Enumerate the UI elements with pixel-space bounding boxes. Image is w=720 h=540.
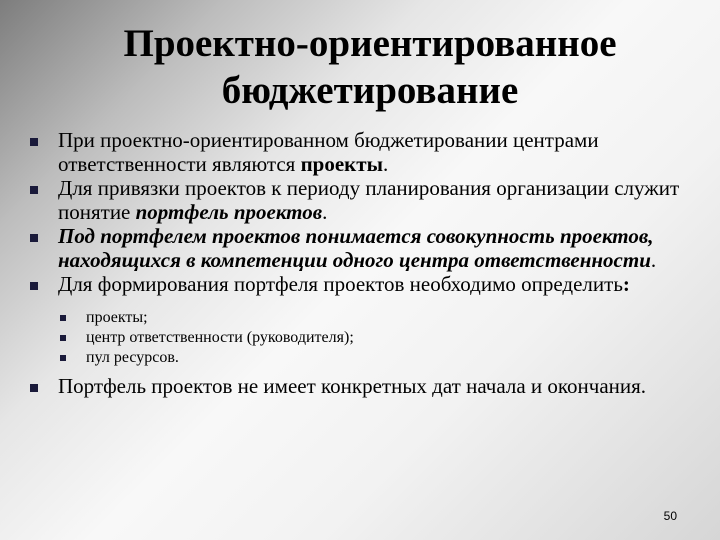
bullet-item-1: При проектно-ориентированном бюджетировании центрами ответственности являются проекты. (30, 128, 702, 176)
square-bullet-icon (30, 384, 38, 392)
square-bullet-icon (30, 234, 38, 242)
bullet-item-3: Под портфелем проектов понимается совокупность проектов, находящихся в компетенции одного центра ответственности. (30, 224, 702, 272)
square-bullet-icon (30, 186, 38, 194)
square-bullet-icon (60, 335, 66, 341)
sub-bullet-list (30, 308, 702, 368)
title-line-1: Проектно-ориентированное (123, 22, 617, 65)
sub-bullet-item-3: пул ресурсов. (30, 348, 702, 368)
square-bullet-icon (30, 282, 38, 290)
bullet-item-4: Для формирования портфеля проектов необходимо определить: (30, 272, 702, 296)
bullet-list (30, 128, 702, 398)
bullet-item-5: Портфель проектов не имеет конкретных дат начала и окончания. (30, 374, 702, 398)
sub-bullet-item-2: центр ответственности (руководителя); (30, 328, 702, 348)
square-bullet-icon (30, 138, 38, 146)
title-line-2: бюджетирование (221, 69, 519, 112)
page-number: 50 (663, 509, 677, 523)
square-bullet-icon (60, 355, 66, 361)
square-bullet-icon (60, 315, 66, 321)
sub-bullet-item-1: проекты; (30, 308, 702, 328)
slide-title (60, 20, 680, 114)
bullet-item-2: Для привязки проектов к периоду планирования организации служит понятие портфель проектов. (30, 176, 702, 224)
